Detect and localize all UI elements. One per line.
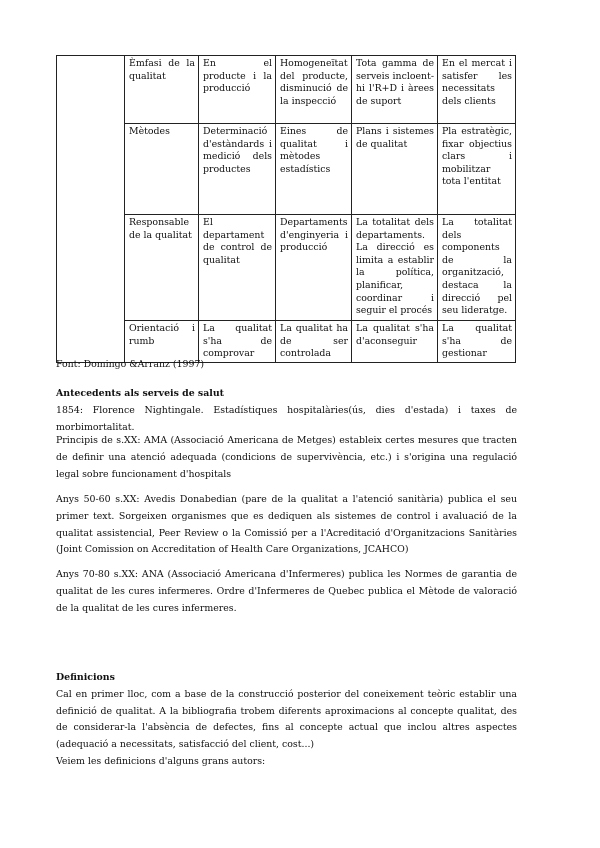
definitions-paragraph: Cal en primer lloc, com a base de la construcció posterior del coneixement teòric establir una definició de qualitat. A la bibliografia trobem diferents aproximacions al concepte qualitat, des de considerar-la l'absència de defectes, fins al concepte actual que inclou altres aspectes (adequació a necessitats, satisfacció del client, cost...) <box>56 688 517 751</box>
table-row-label: Orientació i rumb <box>125 321 199 363</box>
table-row-label: Mètodes <box>125 124 199 215</box>
table-cell: En el mercat i satisfer les necessitats dels clients <box>438 56 516 124</box>
table-cell: La qualitat ha de ser controlada <box>276 321 352 363</box>
table-cell: La qualitat s'ha de comprovar <box>199 321 276 363</box>
table-cell: La qualitat s'ha d'aconseguir <box>352 321 438 363</box>
definitions-intro: Veiem les definicions d'alguns grans autors: <box>56 755 266 767</box>
history-paragraph-5060: Anys 50-60 s.XX: Avedis Donabedian (pare de la qualitat a l'atenció sanitària) publica el seu primer text. Sorgeixen organismes que es dediquen als sistemes de control i avaluació de la qualitat assistencial, Peer Review o la Comissió per a l'Acreditació d'Organitzacions Sanitàries (Joint Comission on Accreditation of Health Care Organizations, JCAHCO) <box>56 494 517 556</box>
definitions-heading: Definicions <box>56 672 115 683</box>
history-paragraph-1900: Principis de s.XX: AMA (Associació Americana de Metges) estableix certes mesures que tracten de definir una atenció adequada (condicions de supervivència, etc.) i s'origina una regulació legal sobre funcionament d'hospitals <box>56 435 517 480</box>
table-cell: En el producte i la producció <box>199 56 276 124</box>
table-cell: Pla estratègic, fixar objectius clars i mobilitzar tota l'entitat <box>438 124 516 215</box>
quality-evolution-table <box>56 55 516 363</box>
table-row-label: Èmfasi de la qualitat <box>125 56 199 124</box>
table-cell: Eines de qualitat i mètodes estadístics <box>276 124 352 215</box>
table-row <box>57 124 516 215</box>
history-section <box>56 386 517 436</box>
history-paragraph-7080: Anys 70-80 s.XX: ANA (Associació Americana d'Infermeres) publica les Normes de garantia de qualitat de les cures infermeres. Ordre d'Infermeres de Quebec publica el Mètode de valoració de la qualitat de les cures infermeres. <box>56 569 517 614</box>
table-row <box>57 321 516 363</box>
history-paragraph-1854: 1854: Florence Nightingale. Estadístiques hospitalàries(ús, dies d'estada) i taxes de morbimortalitat. <box>56 404 517 433</box>
table-row-label: Responsable de la qualitat <box>125 215 199 321</box>
history-heading: Antecedents als serveis de salut <box>56 388 224 399</box>
table-cell: Departaments d'enginyeria i producció <box>276 215 352 321</box>
table-cell: La qualitat s'ha de gestionar <box>438 321 516 363</box>
table-source-caption: Font: Domingo &Arranz (1997) <box>56 359 205 370</box>
table-cell: Tota gamma de serveis incloent-hi l'R+D i àrees de suport <box>352 56 438 124</box>
table-cell: Determinació d'estàndards i medició dels productes <box>199 124 276 215</box>
table-cell: Plans i sistemes de qualitat <box>352 124 438 215</box>
table-empty-cell <box>57 56 125 363</box>
table-cell: El departament de control de qualitat <box>199 215 276 321</box>
table-cell: Homogeneïtat del producte, disminució de la inspecció <box>276 56 352 124</box>
table-cell: La totalitat dels components de la organització, destaca la direcció pel seu lideratge. <box>438 215 516 321</box>
table-row <box>57 215 516 321</box>
table-row <box>57 56 516 124</box>
table-cell: La totalitat dels departaments. La direcció es limita a establir la política, planificar, coordinar i seguir el procés <box>352 215 438 321</box>
definitions-section <box>56 670 517 771</box>
